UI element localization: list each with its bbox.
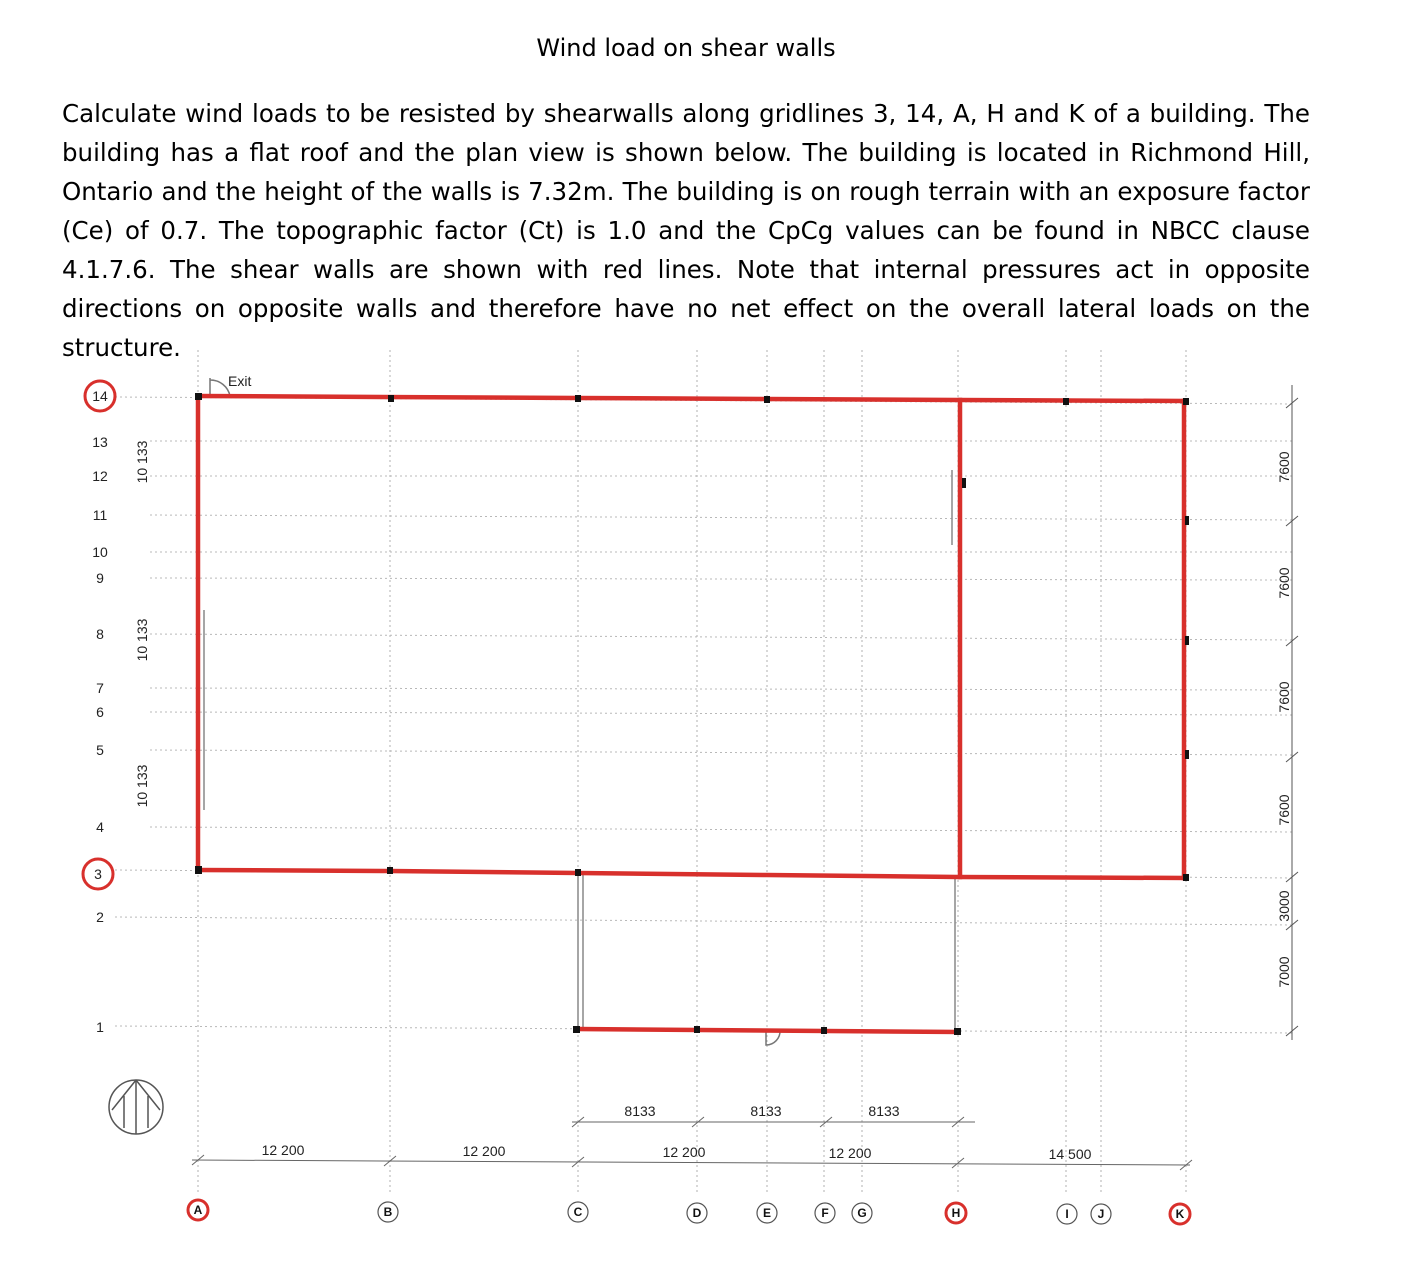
bottom-dimensions-upper — [572, 1103, 975, 1127]
col-label-d: D — [692, 1206, 702, 1220]
bottom-dim-lower-1: 12 200 — [261, 1142, 305, 1158]
row-label-10: 10 — [92, 544, 108, 560]
left-dim-3: 10 133 — [134, 764, 150, 808]
page-title: Wind load on shear walls — [536, 34, 836, 62]
shear-wall-gridline-14 — [198, 396, 1186, 401]
col-label-k: K — [1175, 1207, 1185, 1221]
exit-label: Exit — [228, 373, 252, 389]
north-arrow-icon — [109, 1080, 163, 1134]
col-label-g: G — [857, 1206, 867, 1220]
row-label-14: 14 — [92, 388, 108, 404]
grid-lines-horizontal — [115, 397, 1295, 1033]
row-label-4: 4 — [96, 819, 104, 835]
right-dim-2: 7600 — [1276, 567, 1292, 599]
shear-wall-gridline-1 — [578, 1029, 958, 1032]
row-label-11: 11 — [92, 507, 108, 523]
right-dimensions — [1276, 385, 1298, 1040]
shear-wall-gridline-3 — [198, 870, 1186, 878]
left-dimensions — [134, 440, 150, 807]
problem-statement: Calculate wind loads to be resisted by shearwalls along gridlines 3, 14, A, H and K of a building. The building has a flat roof and the plan view is shown below. The building is located in Richmond Hill, Ontario and the height of the walls is 7.32m. The building is on rough terrain with an exposure factor (Ce) of 0.7. The topographic factor (Ct) is 1.0 and the CpCg values can be found in NBCC clause 4.1.7.6. The shear walls are shown with red lines. Note that internal pressures act in opposite directions on opposite walls and therefore have no net effect on the overall lateral loads on the structure. — [62, 99, 1310, 362]
bottom-dimensions-lower — [192, 1142, 1192, 1170]
bottom-dim-upper-1: 8133 — [624, 1103, 656, 1119]
row-label-8: 8 — [96, 626, 104, 642]
row-label-6: 6 — [96, 704, 104, 720]
row-gridline-labels — [83, 381, 115, 1035]
col-label-f: F — [821, 1206, 829, 1220]
bottom-dim-lower-5: 14 500 — [1048, 1146, 1092, 1162]
grid-lines-vertical — [198, 350, 1186, 1195]
right-dim-1: 7600 — [1276, 451, 1292, 483]
col-label-h: H — [951, 1206, 961, 1220]
left-dim-1: 10 133 — [134, 440, 150, 484]
row-label-12: 12 — [92, 468, 108, 484]
col-label-i: I — [1065, 1207, 1069, 1221]
interior-walls — [204, 378, 955, 1045]
right-dim-4: 7600 — [1276, 794, 1292, 826]
right-dim-5: 3000 — [1276, 890, 1292, 922]
column-gridline-labels — [188, 1200, 1190, 1224]
left-dim-2: 10 133 — [134, 618, 150, 662]
col-label-e: E — [762, 1206, 772, 1220]
row-label-5: 5 — [96, 742, 104, 758]
col-label-c: C — [573, 1205, 583, 1219]
row-label-9: 9 — [96, 570, 104, 586]
bottom-dim-lower-2: 12 200 — [462, 1143, 506, 1159]
row-label-2: 2 — [96, 909, 104, 925]
col-label-b: B — [383, 1205, 393, 1219]
row-label-1: 1 — [96, 1019, 104, 1035]
row-label-3: 3 — [94, 866, 102, 882]
bottom-dim-upper-3: 8133 — [868, 1103, 900, 1119]
col-label-j: J — [1097, 1207, 1105, 1221]
bottom-dim-lower-3: 12 200 — [662, 1144, 706, 1160]
column-markers — [195, 393, 1189, 1035]
shear-walls — [198, 396, 1186, 1032]
col-label-a: A — [193, 1203, 203, 1217]
right-dim-3: 7600 — [1276, 681, 1292, 713]
row-label-7: 7 — [96, 680, 104, 696]
bottom-dim-upper-2: 8133 — [750, 1103, 782, 1119]
bottom-dim-lower-4: 12 200 — [828, 1145, 872, 1161]
row-label-13: 13 — [92, 434, 108, 450]
right-dim-6: 7000 — [1276, 956, 1292, 988]
